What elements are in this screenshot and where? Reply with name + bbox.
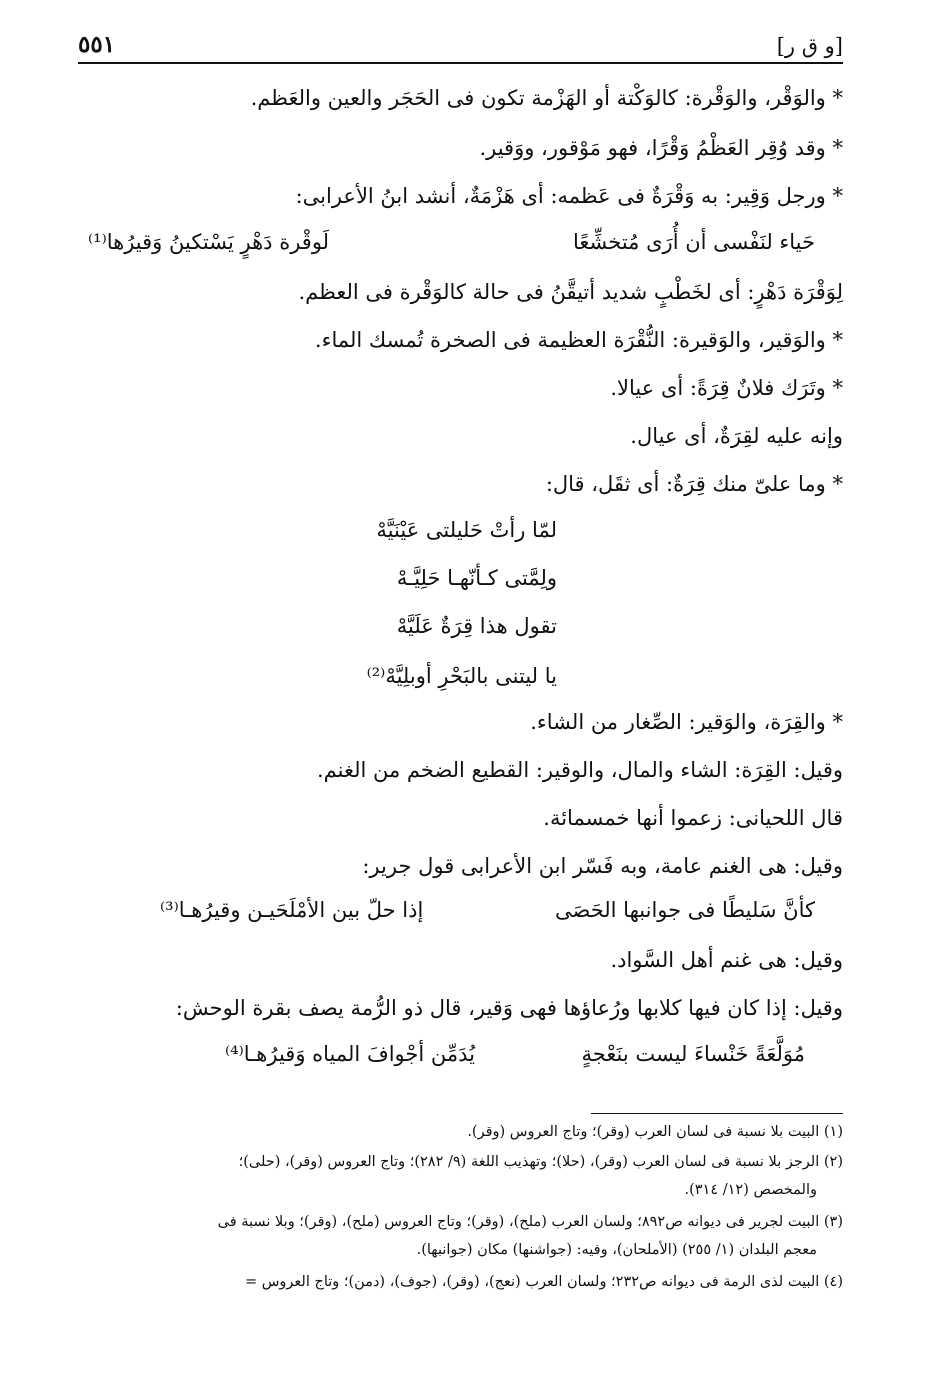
verse-line (160, 896, 815, 924)
rajaz-line: يا ليتنى بالبَحْرِ أوبلِيَّهْ⁽²⁾ (366, 664, 557, 688)
entry-line: * والقِرَة، والوَقير: الصِّغار من الشاء. (530, 710, 843, 734)
entry-line: * وتَرَك فلانٌ قِرَةً: أى عيالا. (610, 376, 843, 400)
entry-line: وإنه عليه لقِرَةٌ، أى عيال. (630, 424, 843, 448)
footnote: (١) البيت بلا نسبة فى لسان العرب (وقر)؛ وتاج العروس (وقر). (467, 1124, 843, 1140)
rajaz-line: لمّا رأتْ حَليلتى عَيْنَيَّهْ (376, 518, 557, 542)
page-header (78, 24, 843, 64)
entry-line: * وقد وُقِر العَظْمُ وَقْرًا، فهو مَوْقور، ووَقير. (479, 136, 843, 160)
entry-line: * والوَقير، والوَقيرة: النُّقْرَة العظيمة فى الصخرة تُمسك الماء. (314, 328, 843, 352)
verse-hemistich: يُدَمِّن أجْوافَ المياه وَقيرُهـا⁽⁴⁾ (225, 1042, 475, 1066)
entry-line: * ورجل وَقِير: به وَقْرَةٌ فى عَظمه: أى هَزْمَةٌ، أنشد ابنُ الأعرابى: (295, 184, 843, 208)
page-number: ٥٥١ (78, 31, 116, 58)
root-letters: [و ق ر] (776, 34, 843, 58)
verse-hemistich: حَياء لنَفْسى أن أُرَى مُتخشِّعًا (573, 230, 815, 254)
rajaz-line: ولِمَّتى كـأنّهـا حَلِيَّـهْ (396, 566, 557, 590)
entry-line: وقيل: هى غنم أهل السَّواد. (610, 948, 843, 972)
entry-line: * وما علىّ منك قِرَةٌ: أى ثقَل، قال: (545, 472, 843, 496)
entry-line: وقيل: إذا كان فيها كلابها ورُعاؤها فهى وَقير، قال ذو الرُّمة يصف بقرة الوحش: (175, 996, 843, 1020)
verse-line (225, 1040, 805, 1068)
entry-line: * والوَقْر، والوَقْرة: كالوَكْتة أو الهَزْمة تكون فى الحَجَر والعين والعَظم. (250, 86, 843, 110)
verse-line (88, 228, 815, 256)
entry-line: لِوَقْرَة دَهْرٍ: أى لخَطْبٍ شديد أتيقَّنُ فى حالة كالوَقْرة فى العظم. (298, 280, 843, 304)
entry-line: وقيل: القِرَة: الشاء والمال، والوقير: القطيع الضخم من الغنم. (316, 758, 843, 782)
footnote: (٤) البيت لذى الرمة فى ديوانه ص٢٣٢؛ ولسان العرب (نعج)، (وقر)، (جوف)، (دمن)؛ وتاج العروس = (244, 1274, 843, 1290)
footnote-separator (591, 1113, 843, 1114)
verse-hemistich: مُوَلَّعَةً خَنْساءَ ليست بنَعْجةٍ (581, 1042, 805, 1066)
rajaz-line: تقول هذا قِرَةٌ عَلَيَّهْ (396, 614, 557, 638)
footnote: (٢) الرجز بلا نسبة فى لسان العرب (وقر)، (حلا)؛ وتهذيب اللغة (٩/ ٢٨٢)؛ وتاج العروس (وقر)، (حلى)؛ (238, 1154, 843, 1170)
footnote-continuation: والمخصص (١٢/ ٣١٤). (684, 1182, 817, 1198)
footnote: (٣) البيت لجرير فى ديوانه ص٨٩٢؛ ولسان العرب (ملح)، (وقر)؛ وتاج العروس (ملح)، (وقر)؛ وبلا نسبة فى (217, 1214, 843, 1230)
entry-line: وقيل: هى الغنم عامة، وبه فَسّر ابن الأعرابى قول جرير: (362, 854, 843, 878)
entry-line: قال اللحيانى: زعموا أنها خمسمائة. (543, 806, 843, 830)
footnote-continuation: معجم البلدان (١/ ٢٥٥) (الأملحان)، وفيه: (جواشنها) مكان (جوانبها). (416, 1242, 817, 1258)
verse-hemistich: كأنَّ سَليطًا فى جوانبها الحَصَى (555, 898, 815, 922)
verse-hemistich: لَوقْرة دَهْرٍ يَسْتكينُ وَقيرُها⁽¹⁾ (88, 230, 330, 254)
verse-hemistich: إذا حلّ بين الأمْلَحَيـن وقيرُهـا⁽³⁾ (160, 898, 424, 922)
